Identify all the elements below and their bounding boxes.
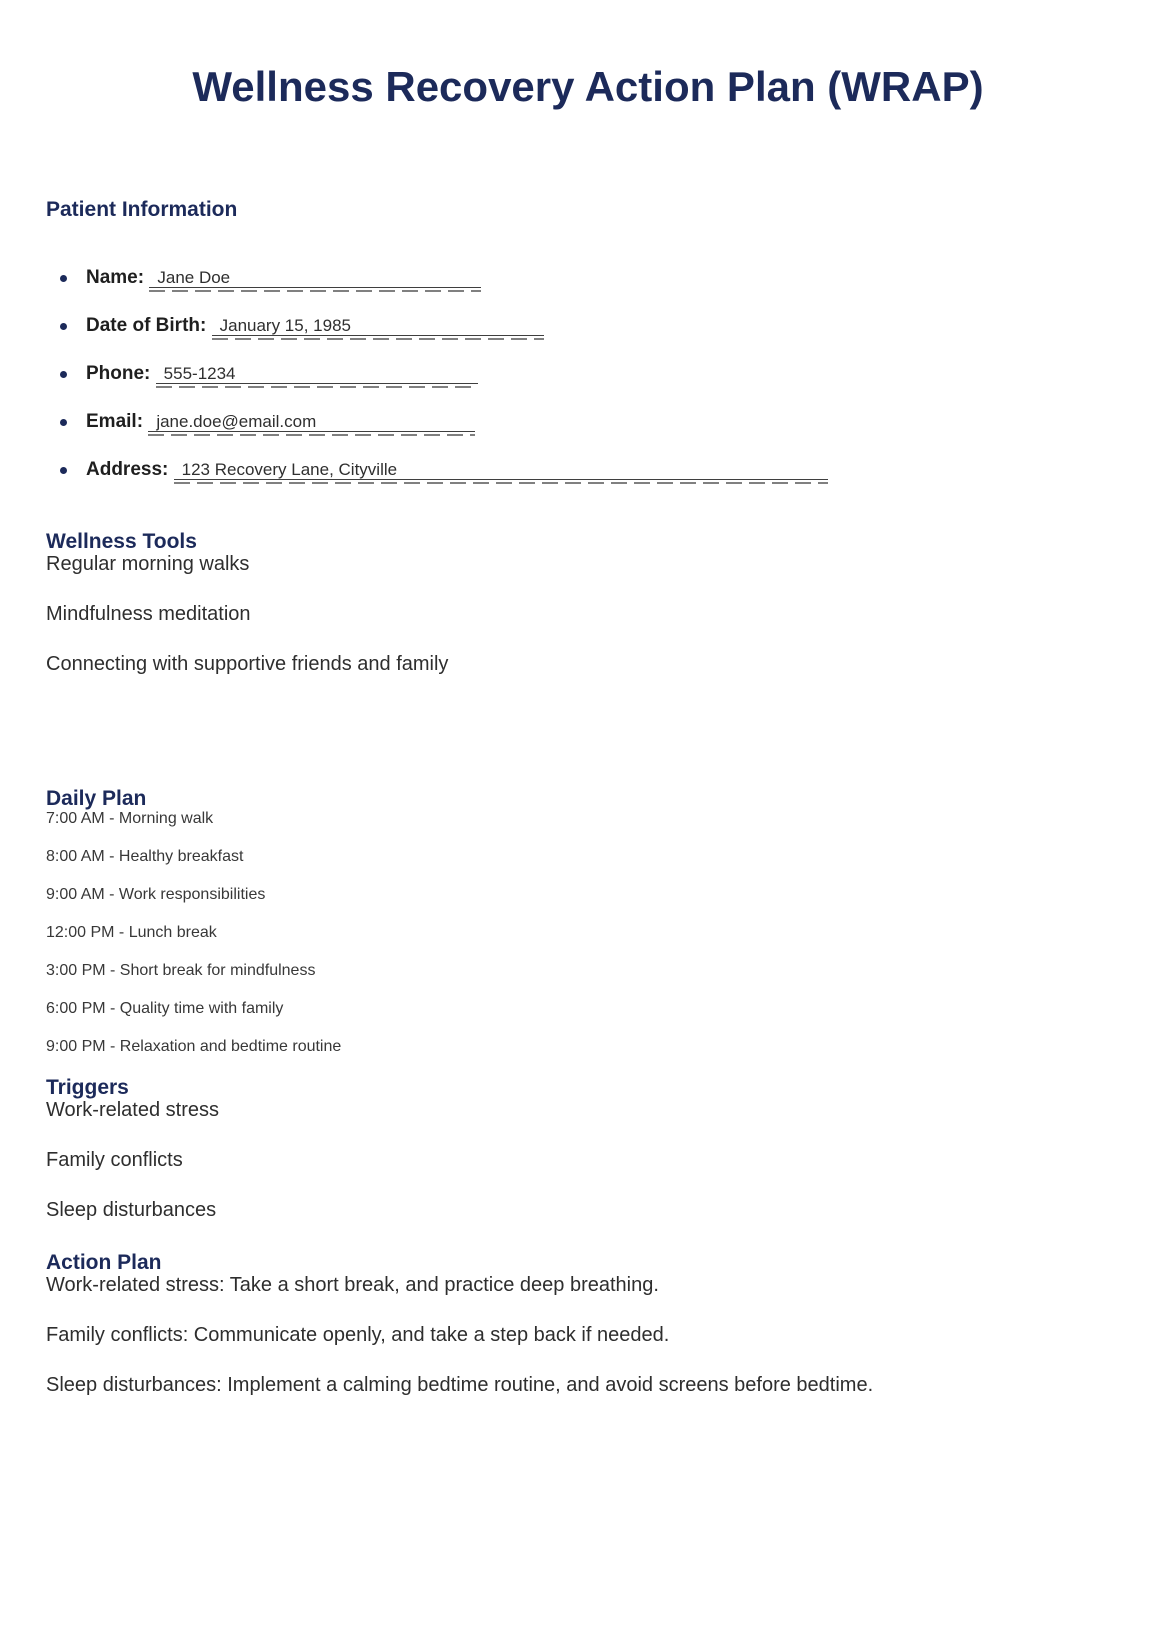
bullet-icon	[60, 371, 67, 378]
daily-plan-item: 7:00 AM - Morning walk	[46, 810, 214, 828]
patient-information-heading: Patient Information	[46, 198, 238, 222]
field-value-address: 123 Recovery Lane, Cityville	[174, 461, 828, 484]
field-value-dob: January 15, 1985	[212, 317, 544, 340]
bullet-icon	[60, 275, 67, 282]
wellness-tools-section	[46, 530, 1130, 675]
field-label-phone: Phone:	[86, 363, 151, 385]
patient-field-name	[46, 266, 1130, 292]
field-label-address: Address:	[86, 459, 169, 481]
daily-plan-heading: Daily Plan	[46, 787, 147, 811]
patient-field-dob	[46, 314, 1130, 340]
daily-plan-item: 9:00 PM - Relaxation and bedtime routine	[46, 1038, 342, 1056]
action-plan-item: Sleep disturbances: Implement a calming bedtime routine, and avoid screens before bedtime.	[46, 1374, 874, 1397]
trigger-item: Sleep disturbances	[46, 1199, 217, 1222]
field-label-email: Email:	[86, 411, 144, 433]
wellness-tool-item: Connecting with supportive friends and family	[46, 653, 449, 676]
bullet-icon	[60, 467, 67, 474]
bullet-icon	[60, 419, 67, 426]
action-plan-section	[46, 1251, 1130, 1396]
wellness-tools-heading: Wellness Tools	[46, 530, 197, 554]
field-value-phone: 555-1234	[156, 365, 478, 388]
patient-field-email	[46, 410, 1130, 436]
daily-plan-item: 6:00 PM - Quality time with family	[46, 1000, 284, 1018]
bullet-icon	[60, 323, 67, 330]
action-plan-item: Work-related stress: Take a short break, and practice deep breathing.	[46, 1274, 659, 1297]
action-plan-item: Family conflicts: Communicate openly, and take a step back if needed.	[46, 1324, 670, 1347]
daily-plan-section	[46, 787, 1130, 1055]
field-value-name: Jane Doe	[149, 269, 481, 292]
daily-plan-item: 3:00 PM - Short break for mindfulness	[46, 962, 316, 980]
field-label-name: Name:	[86, 267, 145, 289]
trigger-item: Work-related stress	[46, 1099, 220, 1122]
patient-field-address	[46, 458, 1130, 484]
field-label-dob: Date of Birth:	[86, 315, 207, 337]
wellness-tool-item: Regular morning walks	[46, 553, 250, 576]
page-title: Wellness Recovery Action Plan (WRAP)	[192, 63, 984, 110]
daily-plan-item: 8:00 AM - Healthy breakfast	[46, 848, 244, 866]
field-value-email: jane.doe@email.com	[148, 413, 475, 436]
daily-plan-item: 9:00 AM - Work responsibilities	[46, 886, 266, 904]
patient-information-section	[46, 198, 1130, 484]
patient-field-phone	[46, 362, 1130, 388]
triggers-section	[46, 1076, 1130, 1221]
daily-plan-item: 12:00 PM - Lunch break	[46, 924, 217, 942]
action-plan-heading: Action Plan	[46, 1251, 162, 1275]
trigger-item: Family conflicts	[46, 1149, 183, 1172]
triggers-heading: Triggers	[46, 1076, 129, 1100]
wellness-tool-item: Mindfulness meditation	[46, 603, 251, 626]
patient-info-list	[46, 266, 1130, 484]
